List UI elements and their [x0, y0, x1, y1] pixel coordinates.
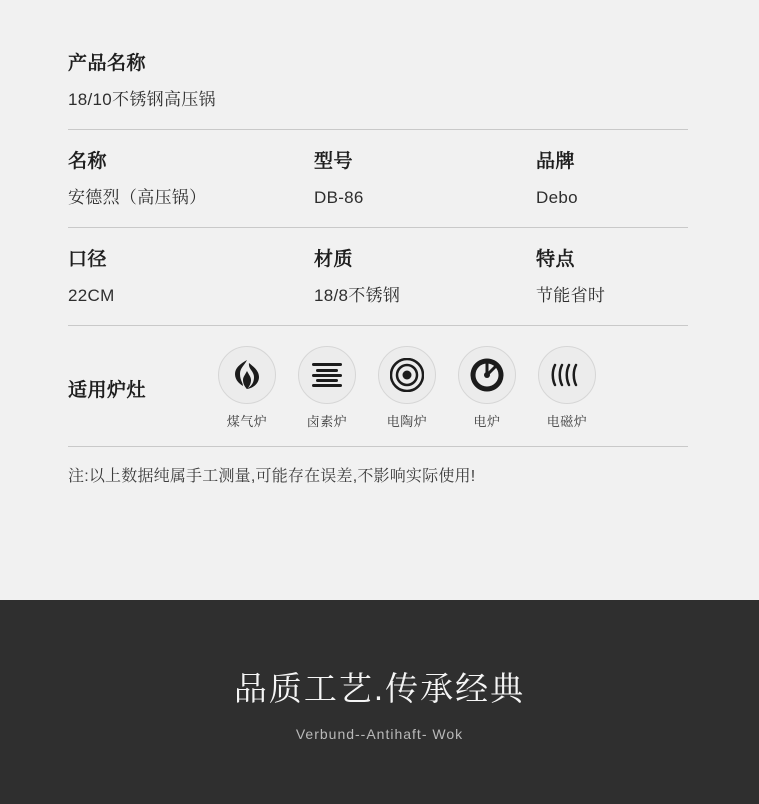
induction-icon [538, 346, 596, 404]
spec-label: 名称 [68, 151, 108, 172]
applicable-stoves-row [68, 326, 688, 446]
spec-row-2 [68, 228, 688, 325]
stove-list [218, 346, 596, 430]
spec-label: 型号 [314, 151, 354, 172]
stove-item-gas [218, 346, 276, 430]
spec-value: Debo [536, 188, 578, 207]
stove-item-ceramic [378, 346, 436, 430]
spec-value: 18/8不锈钢 [314, 286, 401, 305]
stove-item-electric [458, 346, 516, 430]
stove-name: 电陶炉 [386, 414, 428, 429]
stove-item-halogen [298, 346, 356, 430]
spec-cell-feature [536, 246, 688, 311]
spec-value: 安德烈（高压锅） [68, 188, 207, 207]
spec-label: 品牌 [536, 151, 576, 172]
spec-row-1 [68, 130, 688, 227]
spec-cell-model [314, 148, 536, 213]
spec-label: 口径 [68, 249, 108, 270]
stove-name: 卤素炉 [306, 414, 348, 429]
spec-cell-name [68, 148, 314, 213]
spec-value: 22CM [68, 286, 115, 305]
spec-cell-brand [536, 148, 688, 213]
applicable-stoves-label: 适用炉灶 [68, 379, 147, 401]
ceramic-icon [378, 346, 436, 404]
product-name-value: 18/10不锈钢高压锅 [68, 90, 216, 109]
stove-name: 煤气炉 [226, 414, 268, 429]
spec-label: 材质 [314, 249, 354, 270]
bottom-banner [0, 600, 759, 804]
spec-value: 节能省时 [536, 286, 606, 305]
measurement-note: 注:以上数据纯属手工测量,可能存在误差,不影响实际使用! [68, 468, 476, 485]
banner-subtitle: Verbund--Antihaft- Wok [295, 725, 464, 742]
spec-value: DB-86 [314, 188, 364, 207]
stove-name: 电磁炉 [546, 414, 588, 429]
stove-name: 电炉 [473, 414, 501, 429]
banner-title: 品质工艺.传承经典 [233, 669, 526, 707]
flame-icon [218, 346, 276, 404]
stove-item-induction [538, 346, 596, 430]
spec-inner [68, 50, 688, 486]
spec-cell-material [314, 246, 536, 311]
product-name-block [68, 50, 688, 129]
spec-cell-diameter [68, 246, 314, 311]
halogen-icon [298, 346, 356, 404]
spec-label: 特点 [536, 249, 576, 270]
product-name-label: 产品名称 [68, 53, 147, 74]
electric-icon [458, 346, 516, 404]
